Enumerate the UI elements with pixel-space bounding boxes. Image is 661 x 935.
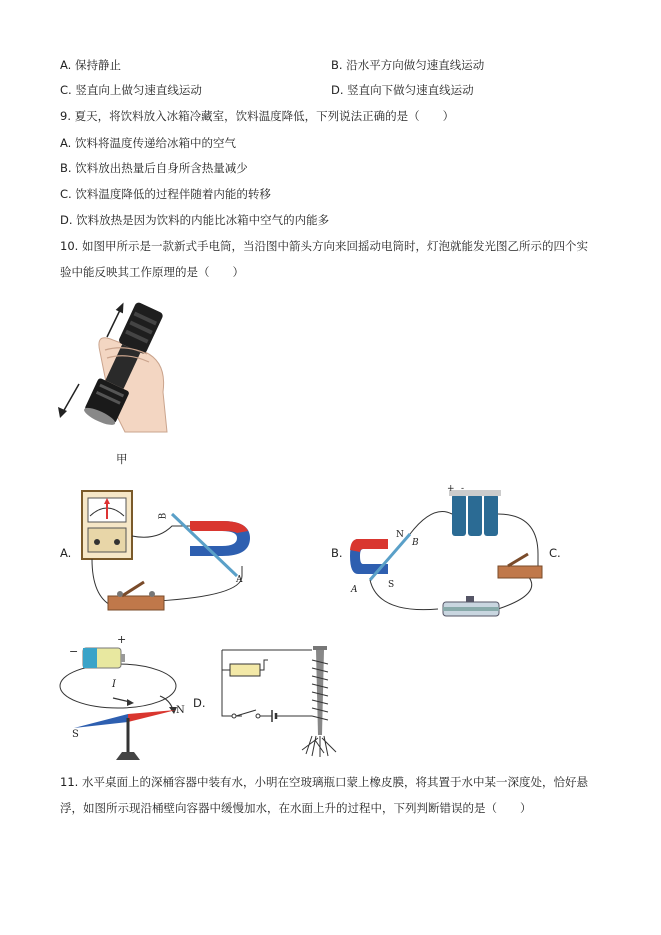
option-d-label: D. (193, 696, 206, 710)
fig-c-minus: − (69, 645, 79, 658)
fig-a-letter-a: A (236, 575, 243, 585)
q8-option-b: B. 沿水平方向做匀速直线运动 (331, 58, 485, 72)
fig-c-current-label: I (112, 679, 116, 690)
q8-option-d: D. 竖直向下做匀速直线运动 (331, 83, 474, 97)
option-c-figure (58, 633, 198, 764)
option-c-label: C. (549, 546, 561, 560)
q10-stem-line1: 10. 如图甲所示是一款新式手电筒，当沿图中箭头方向来回摇动电筒时，灯泡就能发光图乙所示的四个实 (60, 239, 588, 253)
option-a-label: A. (60, 546, 72, 560)
fig-b-plus: + (447, 484, 455, 494)
option-a-figure (72, 486, 262, 621)
option-b-label: B. (331, 546, 343, 560)
fig-b-letter-n: N (396, 530, 404, 540)
q9-option-a: A. 饮料将温度传递给冰箱中的空气 (60, 136, 236, 150)
option-b-figure (348, 484, 553, 629)
q9-option-d: D. 饮料放热是因为饮料的内能比冰箱中空气的内能多 (60, 213, 330, 227)
q11-stem-line2: 浮，如图所示现沿桶壁向容器中缓慢加水，在水面上升的过程中，下列判断错误的是（ ） (60, 801, 532, 815)
q8-option-a: A. 保持静止 (60, 58, 121, 72)
q9-option-c: C. 饮料温度降低的过程伴随着内能的转移 (60, 187, 271, 201)
q11-stem-line1: 11. 水平桌面上的深桶容器中装有水，小明在空玻璃瓶口蒙上橡皮膜，将其置于水中某一深度处，恰好悬 (60, 775, 588, 789)
q10-stem-line2: 验中能反映其工作原理的是（ ） (60, 265, 244, 279)
flashlight-figure (55, 292, 185, 442)
q9-option-b: B. 饮料放出热量后自身所含热量减少 (60, 161, 248, 175)
fig-b-minus: - (461, 484, 465, 494)
fig-b-letter-a: A (351, 585, 358, 595)
fig-b-letter-b: B (412, 538, 419, 548)
fig-c-plus: + (117, 633, 127, 646)
fig-c-letter-n: N (176, 705, 185, 716)
figure-jia-caption: 甲 (116, 452, 128, 466)
option-d-figure (212, 640, 342, 760)
fig-b-letter-s: S (388, 580, 395, 590)
q8-option-c: C. 竖直向上做匀速直线运动 (60, 83, 202, 97)
fig-a-letter-b: B (158, 512, 169, 520)
q9-stem: 9. 夏天，将饮料放入冰箱冷藏室，饮料温度降低，下列说法正确的是（ ） (60, 109, 455, 123)
fig-c-letter-s: S (72, 729, 79, 740)
